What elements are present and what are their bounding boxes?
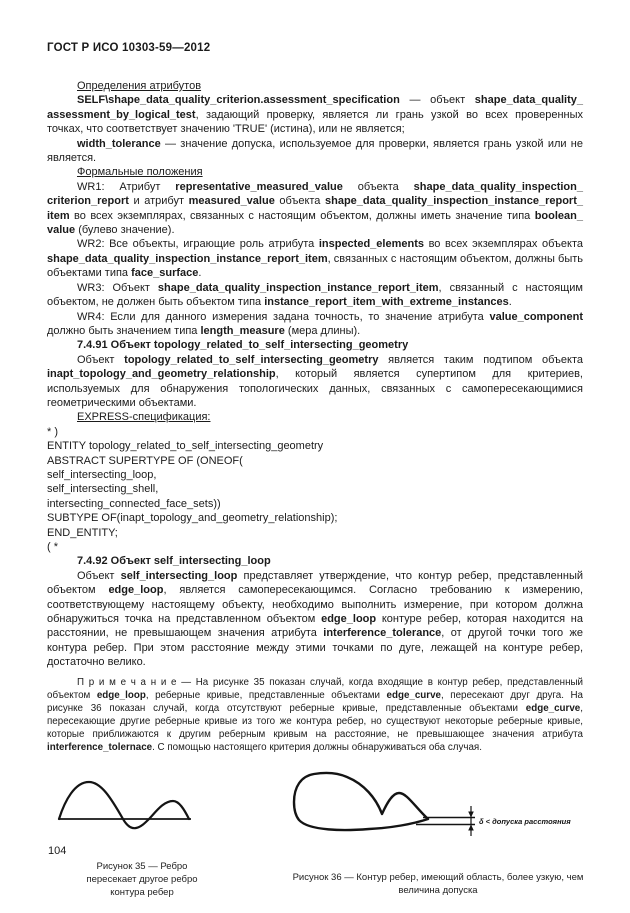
figures-row	[47, 762, 583, 899]
edge-loop-path	[294, 773, 428, 830]
block-code: ABSTRACT SUPERTYPE OF (ONEOF(	[47, 454, 243, 467]
block-code: * )	[47, 425, 58, 438]
block-code: SUBTYPE OF(inapt_​topology_​and_​geometry_​relationship);	[47, 512, 338, 525]
block-code: self_​intersecting_​shell,	[47, 483, 159, 496]
block-p: WR3: Объект shape_​data_​quality_​inspection_​instance_​report_​item, связанный с настоящим объектом, не должен быть объектом типа instance_​report_​item_​with_​extreme_​instances.	[47, 281, 583, 309]
block-p: SELF\shape_​data_​quality_​criterion.assessment_​specification — объект shape_​data_​quality_​assessment_​by_​logical_​test, задающий проверку, является ли грань узкой во всех проверенных точках, что соответствует значению 'TRUE' (истина), или не является;	[47, 94, 583, 136]
document-header: ГОСТ Р ИСО 10303-59—2012	[47, 42, 211, 54]
tolerance-annotation: δ < допуска расстояния	[479, 816, 571, 826]
figure-36-caption: Рисунок 36 — Контур ребер, имеющий область, более узкую, чем величина допуска	[292, 871, 584, 896]
edge-curve-path	[59, 782, 189, 828]
block-head: 7.4.92 Объект self_​intersecting_​loop	[77, 555, 271, 568]
block-p: WR1: Атрибут representative_​measured_​value объекта shape_​data_​quality_​inspection_​criterion_​report и атрибут measured_​value объекта shape_​data_​quality_​inspection_​instance_​report_​item во всех экземплярах, связанных с настоящим объектом, должны иметь значение типа boolean_​value (булево значение).	[47, 180, 583, 237]
block-p: Объект topology_​related_​to_​self_​intersecting_​geometry является таким подтипом объекта inapt_​topology_​and_​geometry_​relationship, который является супертипом для критериев, используемых для обнаружения топологических данных, связанных с самопересекающимися геометрическими объектами.	[47, 353, 583, 409]
block-code: ( *	[47, 541, 58, 553]
block-code: self_​intersecting_​loop,	[47, 468, 157, 481]
figure-35-drawing	[51, 770, 201, 850]
block-note: П р и м е ч а н и е — На рисунке 35 показан случай, когда входящие в контур ребер, представленный объектом edge_​loop, реберные кривые, представленные объектами edge_​curve, пересекают друг друга. На рисунке 36 показан случай, когда отсутствуют реберные кривые, представленные объектами edge_​curve, пересекающие другие реберные кривые из того же контура ребер, но существуют некоторые реберные кривые, которые приближаются к другим реберным кривым на расстояние, не превышающее значения атрибута interference_​tolernace. С помощью настоящего критерия должны обнаруживаться оба случая.	[47, 676, 583, 753]
dimension-arrow-bottom	[468, 824, 474, 830]
block-code: intersecting_​connected_​face_​sets))	[47, 497, 221, 510]
figure-36	[292, 762, 584, 897]
document-body	[47, 79, 583, 754]
block-underline: Формальные положения	[77, 166, 203, 179]
block-code: END_​ENTITY;	[47, 526, 118, 539]
block-p: WR4: Если для данного измерения задана точность, то значение атрибута value_​component должно быть значением типа length_​measure (мера длины).	[47, 310, 583, 337]
figure-35	[47, 762, 292, 899]
block-underline: EXPRESS-спецификация:	[77, 411, 211, 424]
block-p: Объект self_​intersecting_​loop представляет утверждение, что контур ребер, представленный объектом edge_​loop, является самопересекающимся. Согласно требованию к измерению, соответствующему настоящему объекту, необходимо выполнить измерение, при котором должна обнаружиться точка на представленном объектом edge_​loop контуре ребер, которая находится на расстоянии, не превышающем значения атрибута interference_​tolerance, от другой точки того же контура ребер. При этом расстояние между этими точками по дуге, лежащей на контуре ребер, достаточно велико.	[47, 569, 584, 669]
block-head: 7.4.91 Объект topology_​related_​to_​self_​intersecting_​geometry	[77, 339, 409, 352]
figure-36-drawing	[292, 762, 577, 857]
block-p: width_​tolerance — значение допуска, используемое для проверки, является грань узкой или не является.	[47, 137, 583, 165]
dimension-arrow-top	[468, 811, 474, 817]
block-underline: Определения атрибутов	[77, 80, 202, 92]
block-p: WR2: Все объекты, играющие роль атрибута inspected_​elements во всех экземплярах объекта shape_​data_​quality_​inspection_​instance_​report_​item, связанных с настоящим объектом, должны быть объектами типа face_​surface.	[47, 238, 583, 280]
page-number: 104	[48, 845, 67, 857]
block-code: ENTITY topology_​related_​to_​self_​intersecting_​geometry	[47, 440, 324, 453]
figure-35-caption: Рисунок 35 — Ребро пересекает другое ребро контура ребер	[86, 860, 198, 898]
